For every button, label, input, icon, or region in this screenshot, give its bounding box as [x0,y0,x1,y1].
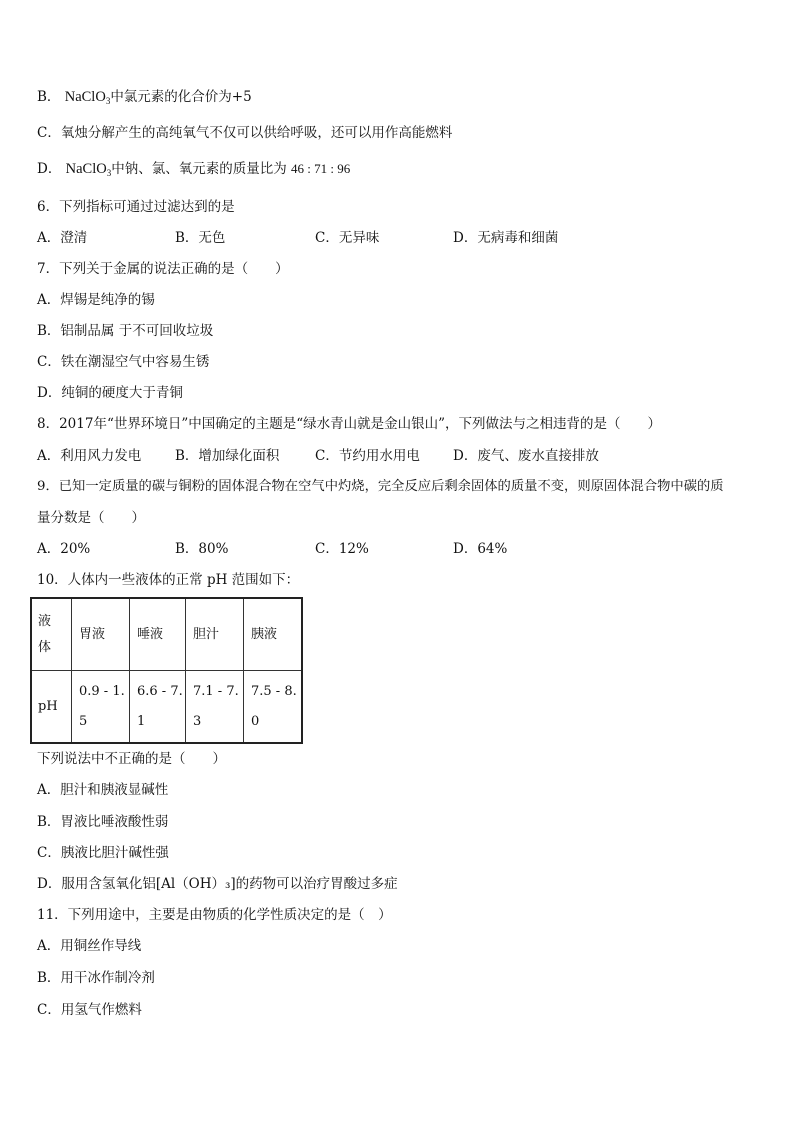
table-cell [186,671,244,744]
q8-option-d: D．废气、废水直接排放 [453,448,599,464]
question-8-stem: 8．2017年“世界环境日”中国确定的主题是“绿水青山就是金山银山”，下列做法与之相违背的是（ ） [37,416,662,432]
table-cell [244,671,303,744]
q7-option-d: D．纯铜的硬度大于青铜 [37,385,183,401]
table-header-row [31,598,302,671]
q7-option-c: C．铁在潮湿空气中容易生锈 [37,354,210,370]
formula-subscript: 3 [106,168,112,178]
q8-option-c: C．节约用水用电 [315,448,420,464]
q10-option-d: D．服用含氢氧化铝[Al（OH）₃]的药物可以治疗胃酸过多症 [37,876,398,892]
table-cell: 胆汁 [186,598,244,671]
option-text: 中氯元素的化合价为+5 [110,89,252,105]
mass-ratio: 46 : 71 : 96 [291,161,351,176]
q11-option-c: C．用氢气作燃料 [37,1002,142,1018]
table-cell: 唾液 [130,598,186,671]
option-prefix: B． [37,89,61,105]
q6-option-a: A．澄清 [37,230,88,246]
q5-option-c: C．氧烛分解产生的高纯氧气不仅可以供给呼吸，还可以用作高能燃料 [37,125,453,141]
table-cell: 胰液 [244,598,303,671]
cell-text: 0.9 - 1.5 [79,683,125,729]
question-10-stem: 10．人体内一些液体的正常 pH 范围如下： [37,572,300,588]
q5-option-d [37,160,350,178]
question-11-stem: 11．下列用途中，主要是由物质的化学性质决定的是（ ） [37,907,392,923]
q9-option-a: A．20% [37,541,91,557]
q9-option-d: D．64% [453,541,508,557]
question-9-stem-line2: 量分数是（ ） [37,510,145,526]
q11-option-b: B．用干冰作制冷剂 [37,970,155,986]
chemical-formula [66,161,112,177]
q10-option-b: B．胃液比唾液酸性弱 [37,814,169,830]
q10-option-c: C．胰液比胆汁碱性强 [37,845,169,861]
q6-option-c: C．无异味 [315,230,380,246]
table-cell [72,671,130,744]
question-6-stem: 6．下列指标可通过过滤达到的是 [37,199,235,215]
q9-option-c: C．12% [315,541,369,557]
chemical-formula [65,89,111,105]
option-text: 中钠、氯、氧元素的质量比为 [111,161,287,177]
question-10-prompt: 下列说法中不正确的是（ ） [37,751,226,767]
table-cell: 胃液 [72,598,130,671]
option-prefix: D． [37,161,62,177]
formula-main: NaClO [64,89,106,105]
q5-option-b [37,88,252,106]
formula-subscript: 3 [105,96,111,106]
table-cell [31,598,72,671]
q8-option-b: B．增加绿化面积 [175,448,280,464]
formula-main: NaClO [65,161,107,177]
table-cell: pH [31,671,72,744]
q7-option-b: B．铝制品属 于不可回收垃圾 [37,323,214,339]
ph-table [30,597,303,744]
cell-text: 7.1 - 7.3 [193,683,239,729]
q7-option-a: A．焊锡是纯净的锡 [37,292,155,308]
q6-option-b: B．无色 [175,230,226,246]
q9-option-b: B．80% [175,541,229,557]
q6-option-d: D．无病毒和细菌 [453,230,559,246]
question-7-stem: 7．下列关于金属的说法正确的是（ ） [37,261,289,277]
cell-text: 7.5 - 8.0 [251,683,297,729]
table-data-row [31,671,302,744]
question-9-stem-line1: 9．已知一定质量的碳与铜粉的固体混合物在空气中灼烧，完全反应后剩余固体的质量不变，则原固体混合物中碳的质 [37,479,724,494]
q10-option-a: A．胆汁和胰液显碱性 [37,782,169,798]
table-cell [130,671,186,744]
q11-option-a: A．用铜丝作导线 [37,938,142,954]
q8-option-a: A．利用风力发电 [37,448,142,464]
cell-text: 液体 [38,613,52,655]
cell-text: 6.6 - 7.1 [137,683,183,729]
